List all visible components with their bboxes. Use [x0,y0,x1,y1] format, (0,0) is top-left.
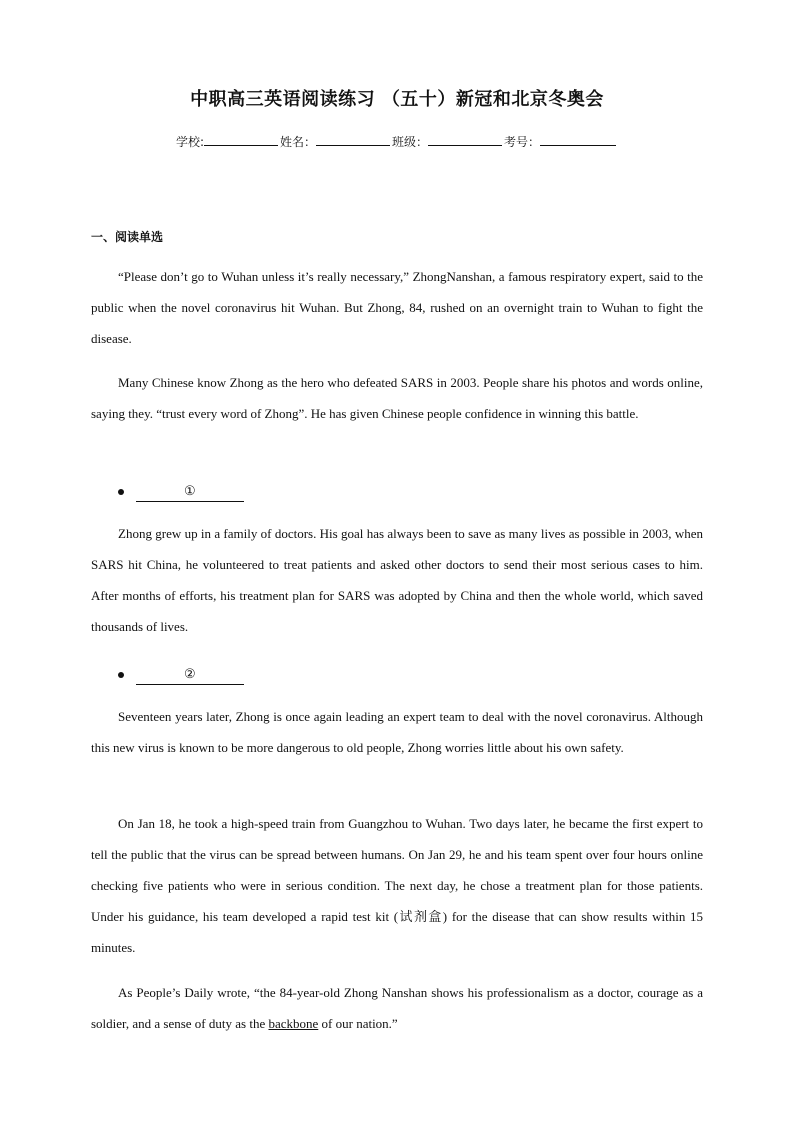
fill-blank-2 [136,664,244,685]
blank-number-2: ② [184,666,196,681]
paragraph-1: “Please don’t go to Wuhan unless it’s really necessary,” ZhongNanshan, a famous respiratory expert, said to the public when the novel coronavirus hit Wuhan. But Zhong, 84, rushed on an overnight train to Wuhan to fight the disease. [91,269,703,346]
bullet-icon [118,672,124,678]
paragraph-4: Seventeen years later, Zhong is once again leading an expert team to deal with the novel coronavirus. Although this new virus is known to be more dangerous to old people, Zhong worries little about his own safety. [91,709,703,755]
student-info-line [0,133,794,150]
page-title: 中职高三英语阅读练习 （五十）新冠和北京冬奥会 [190,89,604,110]
underlined-word-backbone: backbone [268,1016,319,1031]
paragraph-6-text-after: of our nation.” [318,1016,398,1031]
paragraph-2: Many Chinese know Zhong as the hero who defeated SARS in 2003. People share his photos and words online, saying they. “trust every word of Zhong”. He has given Chinese people confidence in winning this battle. [91,375,703,421]
section-heading: 一、阅读单选 [91,230,164,244]
school-label: 学校: [175,135,204,149]
school-blank [204,134,278,146]
exam-number-label: 考号： [504,135,541,149]
paragraph-3: Zhong grew up in a family of doctors. His goal has always been to save as many lives as possible in 2003, when SARS hit China, he volunteered to treat patients and asked other doctors to send their most serious cases to him. After months of efforts, his treatment plan for SARS was adopted by China and then the whole world, which saved thousands of lives. [91,526,703,634]
bullet-icon [118,489,124,495]
paragraph-6-text-before: As People’s Daily wrote, “the 84-year-old Zhong Nanshan shows his professionalism as a doctor, courage as a soldier, and a sense of duty as the [91,985,703,1031]
exam-number-blank [540,134,616,146]
paragraph-5: On Jan 18, he took a high-speed train from Guangzhou to Wuhan. Two days later, he became the first expert to tell the public that the virus can be spread between humans. On Jan 29, he and his team spent over four hours online checking five patients who were in serious condition. The next day, he chose a treatment plan for those patients. Under his guidance, his team developed a rapid test kit (试剂盒) for the disease that can show results within 15 minutes. [91,816,703,955]
blank-item-1 [118,481,244,501]
paragraph-6 [91,977,703,1039]
class-label: 班级： [392,135,429,149]
fill-blank-1 [136,481,244,502]
name-blank [316,134,390,146]
blank-number-1: ① [184,483,196,498]
blank-item-2 [118,664,244,684]
name-label: 姓名： [280,135,317,149]
class-blank [428,134,502,146]
